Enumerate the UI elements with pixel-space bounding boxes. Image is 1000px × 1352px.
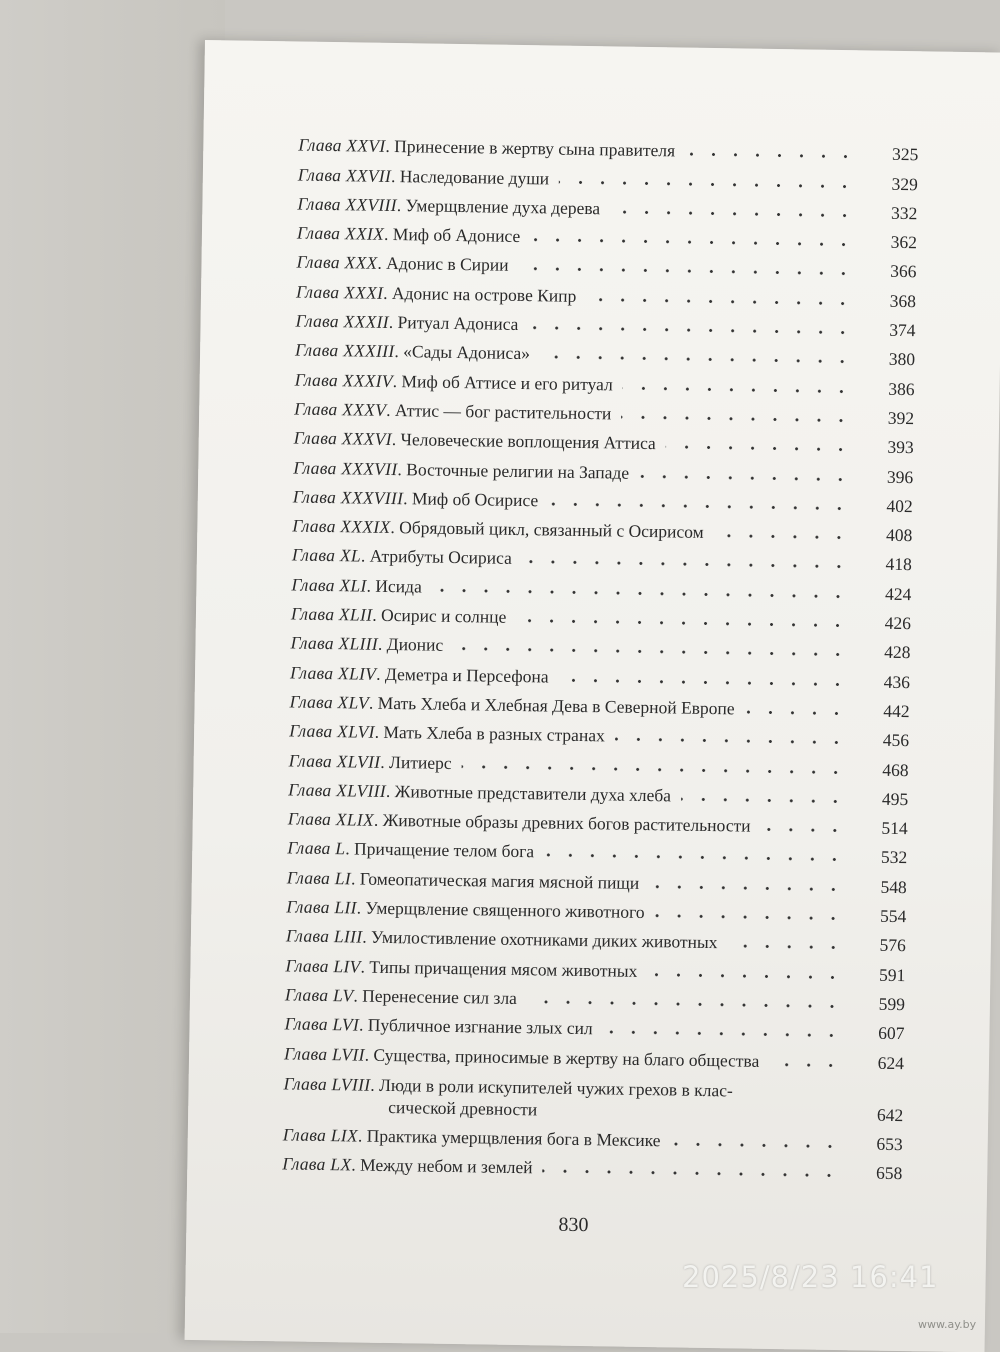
chapter-label: Глава XXX xyxy=(296,252,377,273)
toc-entry-text: Глава XLV. Мать Хлеба и Хлебная Дева в Северной Европе xyxy=(289,690,734,719)
chapter-title: Восточные религии на Западе xyxy=(406,459,629,482)
toc-entry-text: Глава XXXII. Ритуал Адониса xyxy=(295,310,518,335)
chapter-page-number: 436 xyxy=(862,670,910,693)
chapter-page-number: 456 xyxy=(861,729,909,752)
toc-entry-text: Глава LI. Гомеопатическая магия мясной пищи xyxy=(287,866,640,894)
chapter-title: Умерщвление духа дерева xyxy=(405,195,600,218)
chapter-label: Глава XL xyxy=(292,545,361,566)
dot-leader xyxy=(544,854,845,862)
toc-entry-text: Глава LX. Между небом и землей xyxy=(282,1152,533,1178)
toc-entry-text: Глава XXXVII. Восточные религии на Западе xyxy=(293,456,629,483)
chapter-title: Мать Хлеба и Хлебная Дева в Северной Европе xyxy=(378,693,735,719)
chapter-title: Причащение телом бога xyxy=(354,839,534,862)
toc-entry-text: Глава XXX. Адонис в Сирии xyxy=(296,251,508,276)
dot-leader xyxy=(666,446,852,452)
toc-entry-text: Глава LVI. Публичное изгнание злых сил xyxy=(284,1013,592,1040)
toc-entry-text: Глава XXXVI. Человеческие воплощения Аттиса xyxy=(294,427,656,455)
toc-entry-text: Глава XXXV. Аттис — бог растительности xyxy=(294,397,611,424)
chapter-title: Атрибуты Осириса xyxy=(370,546,512,568)
toc-entry-text: Глава XXVIII. Умерщвление духа дерева xyxy=(297,192,600,219)
chapter-title: Адонис в Сирии xyxy=(386,253,509,275)
chapter-title: Умилостивление охотниками диких животных xyxy=(371,927,718,952)
toc-entry-text: Глава XLI. Исида xyxy=(291,573,422,597)
chapter-page-number: 653 xyxy=(855,1132,903,1155)
chapter-label: Глава XXXVII xyxy=(293,457,398,479)
dot-leader xyxy=(462,765,847,774)
chapter-label: Глава LII xyxy=(286,896,357,917)
chapter-title: Гомеопатическая магия мясной пищи xyxy=(360,868,640,892)
chapter-page-number: 408 xyxy=(864,524,912,547)
chapter-label: Глава XXXVI xyxy=(294,428,392,450)
toc-entry-text: Глава XXXI. Адонис на острове Кипр xyxy=(296,280,577,306)
toc-entry-text: Глава L. Причащение телом бога xyxy=(287,837,534,863)
chapter-label: Глава XLV xyxy=(289,691,369,712)
chapter-title: Ритуал Адониса xyxy=(397,312,518,334)
chapter-title: Наследование души xyxy=(400,166,550,188)
dot-leader xyxy=(615,738,847,745)
chapter-page-number: 329 xyxy=(870,172,918,195)
dot-leader xyxy=(769,1062,842,1066)
chapter-page-number: 599 xyxy=(857,992,905,1015)
chapter-page-number: 607 xyxy=(856,1022,904,1045)
chapter-page-number: 532 xyxy=(859,846,907,869)
chapter-page-number: 442 xyxy=(861,699,909,722)
dot-leader xyxy=(623,386,853,393)
chapter-label: Глава XXXIV xyxy=(295,369,393,391)
photo-timestamp: 2025/8/23 16:41 xyxy=(682,1260,939,1294)
toc-entry-text: Глава LII. Умерщвление священного животного xyxy=(286,895,645,923)
dot-leader xyxy=(453,647,848,656)
chapter-label: Глава LIII xyxy=(286,926,363,947)
chapter-label: Глава XXXIII xyxy=(295,340,395,362)
chapter-label: Глава XXXV xyxy=(294,398,386,419)
chapter-label: Глава LV xyxy=(285,984,354,1005)
chapter-label: Глава LX xyxy=(282,1153,351,1174)
chapter-page-number: 624 xyxy=(856,1051,904,1074)
chapter-label: Глава XXVIII xyxy=(297,193,397,215)
chapter-title: Люди в роли искупителей чужих грехов в клас- xyxy=(379,1074,733,1100)
chapter-label: Глава XXXII xyxy=(295,311,389,332)
chapter-label: Глава XXIX xyxy=(297,223,384,244)
toc-entry-text: Глава XLII. Осирис и солнце xyxy=(291,602,507,627)
dot-leader xyxy=(654,914,844,920)
dot-leader xyxy=(530,238,855,246)
chapter-label: Глава XLI xyxy=(291,574,366,595)
dot-leader xyxy=(522,560,850,568)
chapter-label: Глава XXXIX xyxy=(292,516,390,538)
chapter-page-number: 428 xyxy=(862,641,910,664)
chapter-title: Дионис xyxy=(387,634,444,655)
chapter-title: Типы причащения мясом животных xyxy=(369,956,637,980)
chapter-page-number: 495 xyxy=(860,787,908,810)
dot-leader xyxy=(540,356,853,364)
chapter-page-number: 332 xyxy=(869,201,917,224)
chapter-label: Глава XXVII xyxy=(298,164,392,185)
chapter-title: Исида xyxy=(375,575,422,596)
chapter-page-number: 368 xyxy=(868,289,916,312)
chapter-page-number: 380 xyxy=(867,348,915,371)
chapter-label: Глава L xyxy=(287,838,345,859)
table-of-contents xyxy=(282,126,918,1184)
toc-entry-text: Глава LIV. Типы причащения мясом животных xyxy=(285,954,637,982)
chapter-label: Глава XXVI xyxy=(298,135,385,156)
dot-leader xyxy=(518,267,854,275)
chapter-page-number: 642 xyxy=(856,1103,903,1126)
dot-leader xyxy=(610,210,855,217)
toc-entry-text: Глава XXIX. Миф об Адонисе xyxy=(297,222,521,248)
chapter-label: Глава LIX xyxy=(283,1124,358,1145)
dot-leader xyxy=(516,619,849,627)
chapter-title: Между небом и землей xyxy=(360,1155,533,1178)
toc-entry-text: Глава LVIII. Люди в роли искупителей чужих грехов в клас- сической древности xyxy=(283,1072,833,1125)
dot-leader xyxy=(548,502,851,510)
chapter-title: Миф об Аттисе и его ритуал xyxy=(401,371,613,394)
chapter-label: Глава XLVII xyxy=(289,750,381,771)
chapter-label: Глава LVI xyxy=(284,1014,359,1035)
chapter-title: Публичное изгнание злых сил xyxy=(368,1015,593,1039)
dot-leader xyxy=(621,416,852,423)
dot-leader xyxy=(528,326,853,334)
chapter-title: Осирис и солнце xyxy=(381,605,507,627)
chapter-label: Глава LVIII xyxy=(283,1073,370,1094)
toc-entry-text: Глава XXXVIII. Миф об Осирисе xyxy=(293,485,539,511)
toc-entry-text: Глава LIX. Практика умерщвления бога в Мексике xyxy=(283,1123,661,1151)
dot-leader xyxy=(432,588,850,598)
chapter-page-number: 658 xyxy=(854,1161,902,1184)
dot-leader xyxy=(527,1000,843,1008)
dot-leader xyxy=(559,180,856,188)
chapter-page-number: 548 xyxy=(859,875,907,898)
dot-leader xyxy=(639,474,851,480)
chapter-label: Глава LI xyxy=(287,867,351,888)
chapter-label: Глава XLVIII xyxy=(288,779,386,801)
chapter-title: Мать Хлеба в разных странах xyxy=(383,722,605,745)
dot-leader xyxy=(727,945,843,950)
chapter-title: Человеческие воплощения Аттиса xyxy=(400,429,656,453)
chapter-label: Глава XLIII xyxy=(290,633,378,654)
chapter-title: Миф об Адонисе xyxy=(393,224,521,246)
toc-entry-text: Глава XXXIX. Обрядовый цикл, связанный с Осирисом xyxy=(292,515,704,543)
chapter-page-number: 366 xyxy=(868,260,916,283)
chapter-page-number: 426 xyxy=(863,611,911,634)
toc-entry-text: Глава XLVII. Литиерс xyxy=(289,749,452,774)
dot-leader xyxy=(558,678,847,686)
page-number: 830 xyxy=(558,1214,588,1237)
chapter-label: Глава XLII xyxy=(291,603,373,624)
dot-leader xyxy=(685,153,856,159)
dot-leader xyxy=(603,1031,843,1038)
chapter-label: Глава XXXVIII xyxy=(293,486,404,508)
dot-leader xyxy=(760,828,845,832)
toc-entry-text: Глава XLVIII. Животные представители духа хлеба xyxy=(288,778,671,806)
dot-leader xyxy=(745,710,848,715)
toc-entry-text: Глава LVII. Существа, приносимые в жертву на благо общества xyxy=(284,1042,760,1071)
chapter-label: Глава LVII xyxy=(284,1043,365,1064)
chapter-page-number: 325 xyxy=(870,143,918,166)
chapter-title-continuation: сической древности xyxy=(283,1094,832,1125)
chapter-page-number: 374 xyxy=(867,319,915,342)
toc-entry-text: Глава XXXIV. Миф об Аттисе и его ритуал xyxy=(295,368,613,395)
chapter-title: Миф об Осирисе xyxy=(412,488,539,510)
chapter-title: Существа, приносимые в жертву на благо общества xyxy=(373,1044,759,1070)
toc-entry-text: Глава LV. Перенесение сил зла xyxy=(285,983,517,1009)
dot-leader xyxy=(714,534,851,539)
chapter-page-number: 386 xyxy=(866,377,914,400)
toc-entry-text: Глава XXVII. Наследование души xyxy=(298,163,550,189)
chapter-page-number: 554 xyxy=(858,904,906,927)
chapter-label: Глава LIV xyxy=(285,955,360,976)
dot-leader xyxy=(649,885,845,891)
chapter-page-number: 392 xyxy=(866,406,914,429)
chapter-title: Животные образы древних богов растительности xyxy=(383,810,751,836)
toc-entry-text: Глава LIII. Умилостивление охотниками диких животных xyxy=(286,925,718,954)
book-page xyxy=(185,40,1000,1352)
toc-entry-text: Глава XL. Атрибуты Осириса xyxy=(292,544,512,569)
dot-leader xyxy=(670,1142,840,1148)
toc-entry-text: Глава XXVI. Принесение в жертву сына правителя xyxy=(298,134,675,162)
chapter-page-number: 591 xyxy=(857,963,905,986)
chapter-page-number: 362 xyxy=(869,231,917,254)
dot-leader xyxy=(647,973,843,979)
toc-entry-text: Глава XLVI. Мать Хлеба в разных странах xyxy=(289,720,605,747)
chapter-title: Практика умерщвления бога в Мексике xyxy=(367,1125,661,1150)
dot-leader xyxy=(543,1170,841,1178)
chapter-page-number: 424 xyxy=(863,582,911,605)
toc-entry-text: Глава XLIV. Деметра и Персефона xyxy=(290,661,549,687)
chapter-title: Аттис — бог растительности xyxy=(395,400,612,423)
chapter-page-number: 514 xyxy=(860,817,908,840)
watermark: www.ay.by xyxy=(918,1318,976,1331)
chapter-page-number: 576 xyxy=(858,934,906,957)
chapter-page-number: 396 xyxy=(865,465,913,488)
chapter-title: Животные представители духа хлеба xyxy=(395,781,672,805)
chapter-label: Глава XLVI xyxy=(289,721,375,742)
chapter-label: Глава XXXI xyxy=(296,281,383,302)
chapter-title: Принесение в жертву сына правителя xyxy=(394,136,675,160)
chapter-page-number: 468 xyxy=(860,758,908,781)
chapter-label: Глава XLIV xyxy=(290,662,376,683)
chapter-title: Перенесение сил зла xyxy=(362,985,517,1007)
toc-entry-text: Глава XLIII. Дионис xyxy=(290,632,443,656)
chapter-title: Деметра и Персефона xyxy=(385,664,549,687)
chapter-page-number: 393 xyxy=(866,436,914,459)
toc-entry-text: Глава XLIX. Животные образы древних богов растительности xyxy=(288,808,751,837)
toc-entry-text: Глава XXXIII. «Сады Адониса» xyxy=(295,339,530,365)
dot-leader xyxy=(586,298,854,305)
chapter-page-number: 418 xyxy=(864,553,912,576)
chapter-title: Обрядовый цикл, связанный с Осирисом xyxy=(399,517,704,542)
chapter-title: Умерщвление священного животного xyxy=(365,898,644,922)
dot-leader xyxy=(681,797,846,803)
chapter-title: Литиерс xyxy=(389,752,452,773)
chapter-title: Адонис на острове Кипр xyxy=(392,283,577,306)
chapter-page-number: 402 xyxy=(865,494,913,517)
chapter-title: «Сады Адониса» xyxy=(403,342,530,364)
chapter-label: Глава XLIX xyxy=(288,809,374,830)
